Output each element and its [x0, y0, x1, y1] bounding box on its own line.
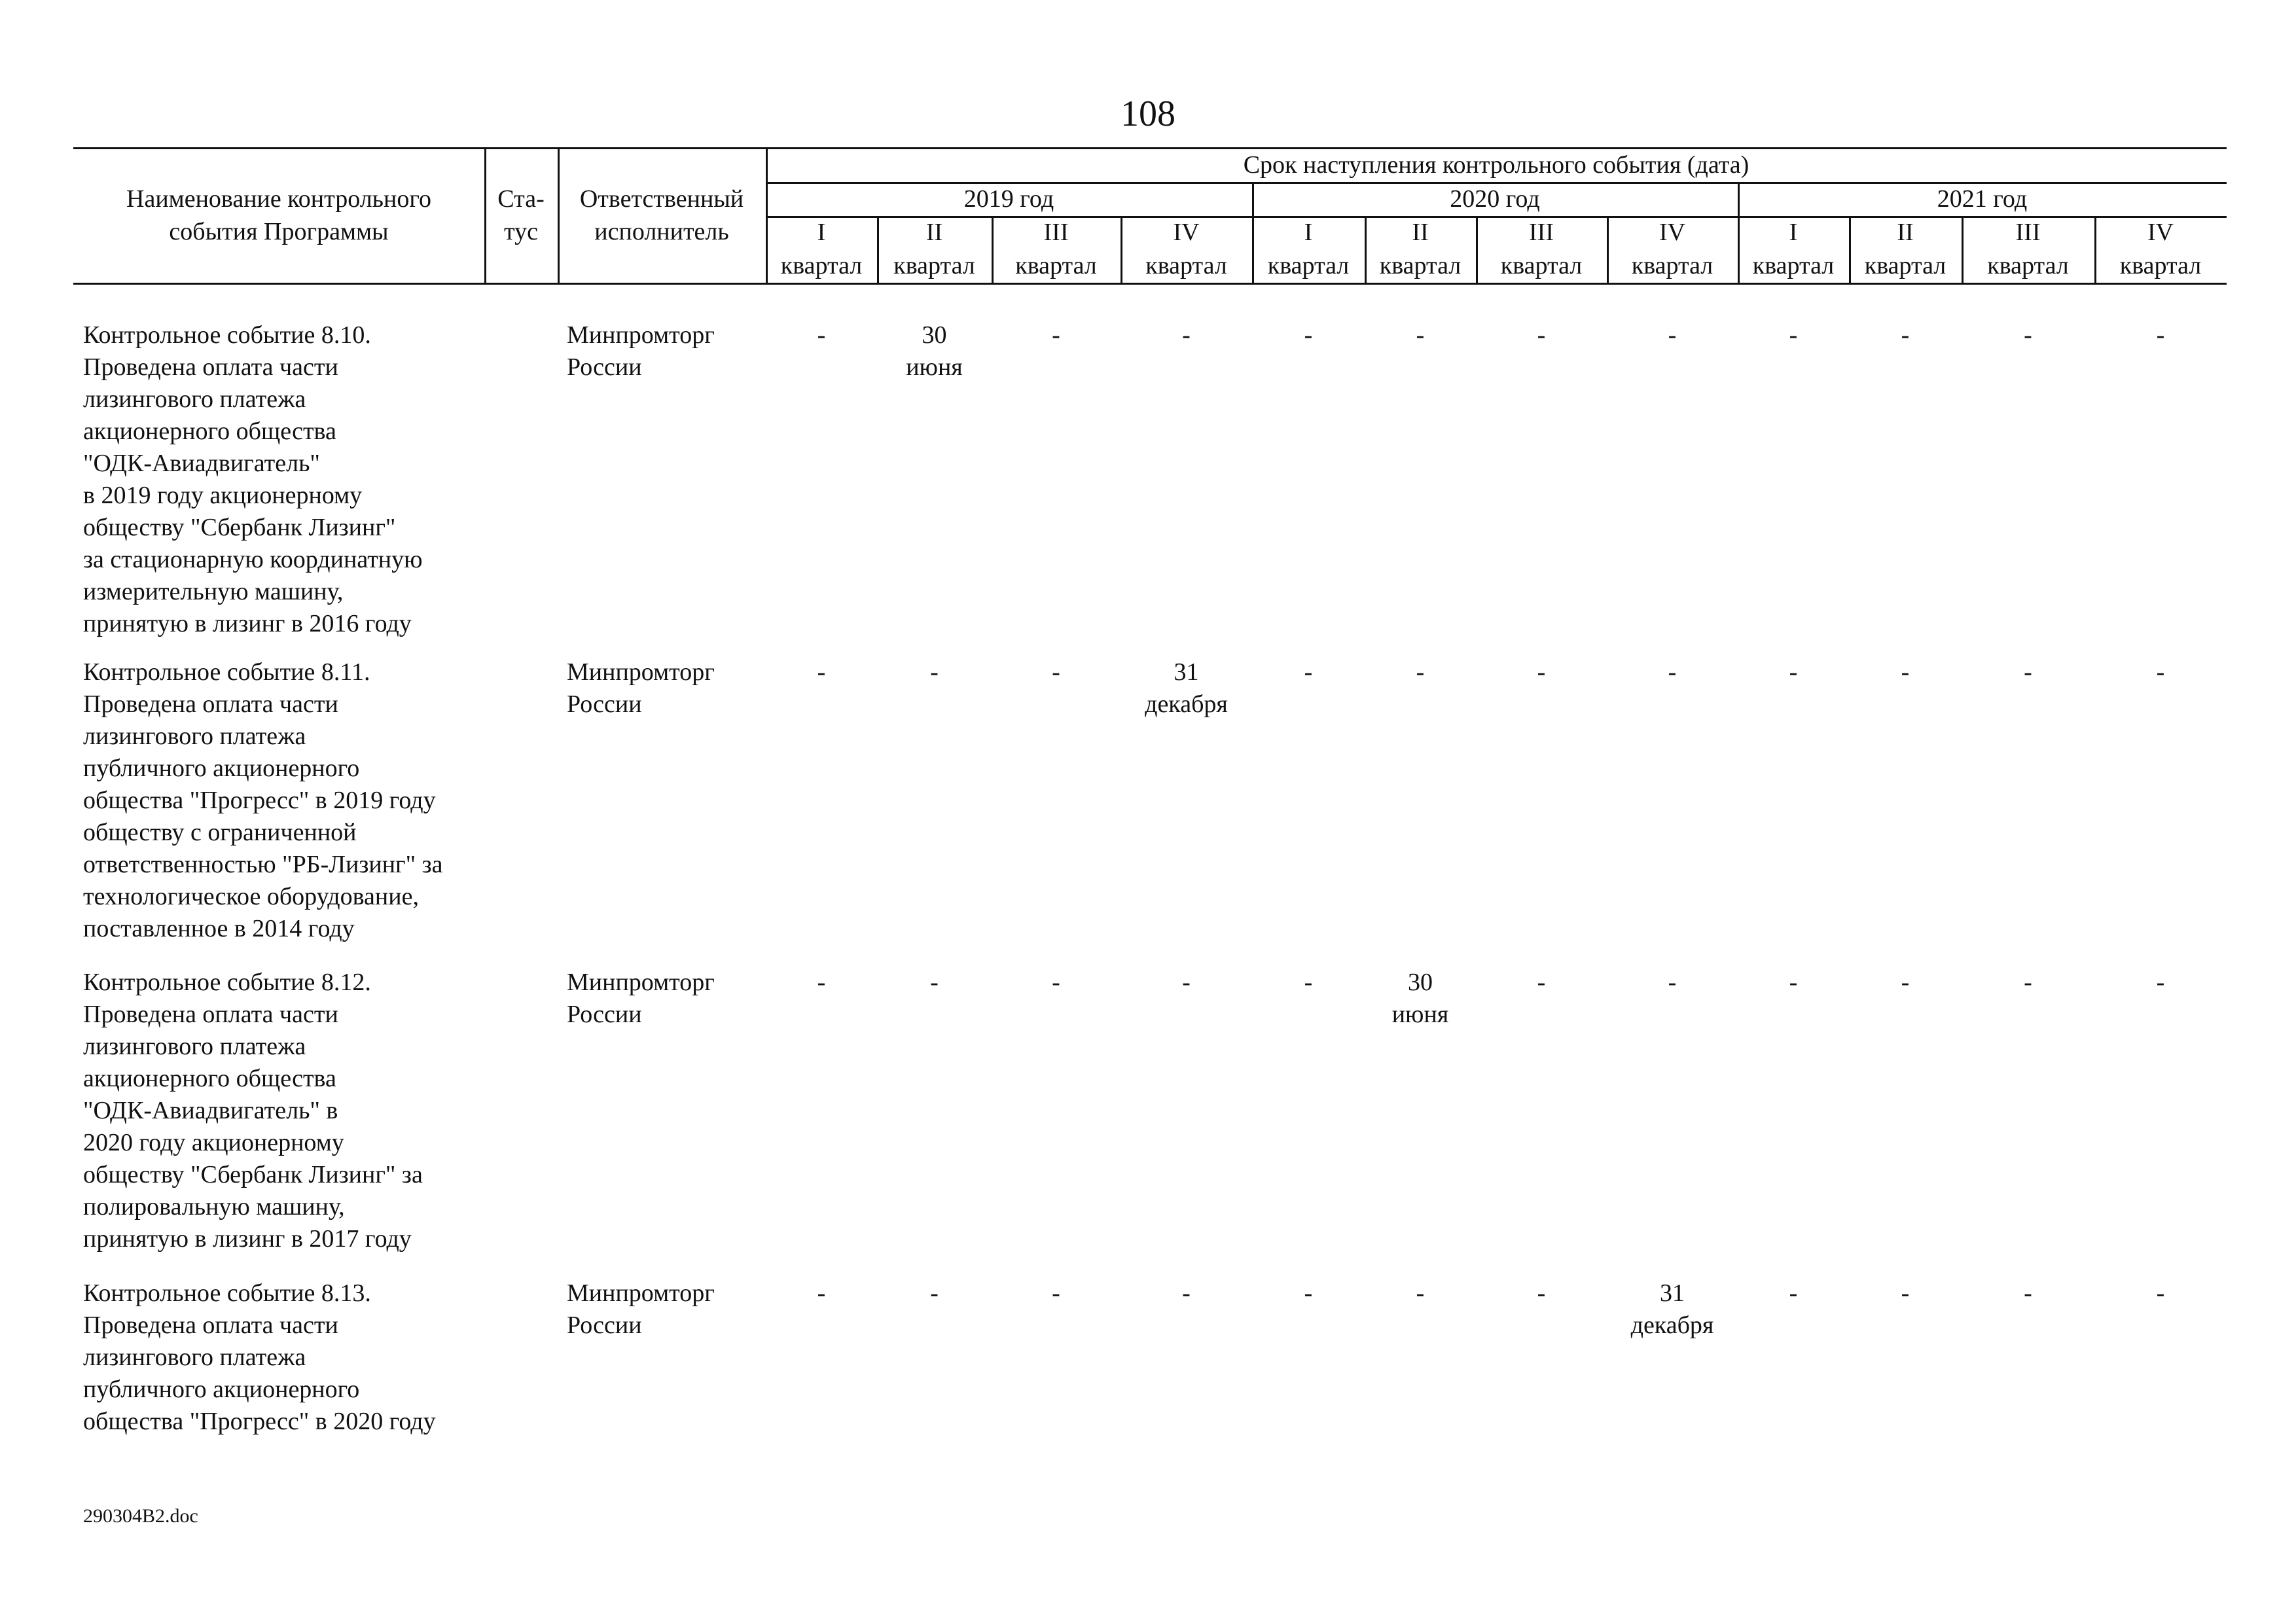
name-column-header: Наименование контрольного события Программы [126, 185, 431, 245]
quarter-numeral: II [1412, 219, 1429, 246]
quarter-word: квартал [1379, 252, 1462, 279]
event-name-line: Контрольное событие 8.11. [83, 658, 370, 686]
quarter-deadline: - [817, 321, 826, 349]
event-name-line: "ОДК-Авиадвигатель" в [83, 1097, 338, 1124]
quarter-deadline: - [1537, 658, 1546, 686]
quarter-deadline: - [1789, 658, 1798, 686]
quarter-deadline: - [1304, 1279, 1313, 1307]
quarter-deadline: - [2024, 658, 2032, 686]
quarter-deadline: - [1789, 321, 1798, 349]
event-name-line: публичного акционерного [83, 1376, 360, 1403]
quarter-word: квартал [893, 252, 975, 279]
quarter-deadline: - [2156, 658, 2165, 686]
quarter-numeral: III [2015, 219, 2041, 246]
quarter-deadline: - [1901, 969, 1910, 996]
document-code: 290304B2.doc [83, 1505, 198, 1527]
event-name-line: лизингового платежа [83, 1033, 306, 1060]
quarter-deadline: - [817, 1279, 826, 1307]
quarter-deadline: - [1901, 658, 1910, 686]
quarter-deadline: - [1182, 969, 1191, 996]
quarter-deadline: - [1182, 321, 1191, 349]
quarter-deadline: - [1052, 1279, 1060, 1307]
quarter-deadline: - [1789, 969, 1798, 996]
event-name-line: принятую в лизинг в 2017 году [83, 1225, 412, 1253]
deadline-part: 31 [1174, 658, 1199, 686]
responsible-line: России [567, 1311, 642, 1339]
responsible-line: России [567, 1001, 642, 1028]
quarter-numeral: IV [1173, 219, 1200, 246]
quarter-numeral: IV [2147, 219, 2174, 246]
year-header: 2019 год [963, 185, 1054, 213]
event-name-line: в 2019 году акционерному [83, 482, 363, 509]
deadline-part: 31 [1660, 1279, 1685, 1307]
year-header: 2021 год [1937, 185, 2028, 213]
quarter-numeral: III [1529, 219, 1554, 246]
quarter-word: квартал [2119, 252, 2202, 279]
event-name-line: общества "Прогресс" в 2020 году [83, 1408, 436, 1435]
event-name-line: Контрольное событие 8.13. [83, 1279, 371, 1307]
event-name-line: акционерного общества [83, 1065, 336, 1092]
responsible-executor [567, 319, 750, 383]
event-name-line: Контрольное событие 8.12. [83, 969, 371, 996]
status-column-header: Ста- тус [497, 185, 545, 245]
event-name-line: акционерного общества [83, 418, 336, 445]
quarter-deadline: - [817, 658, 826, 686]
responsible-line: Минпромторг [567, 321, 715, 349]
event-name-line: измерительную машину, [83, 578, 344, 605]
event-name-line: Проведена оплата части [83, 1001, 338, 1028]
quarter-deadline: - [1901, 1279, 1910, 1307]
deadline-part: декабря [1145, 690, 1228, 718]
event-name-line: поставленное в 2014 году [83, 915, 355, 942]
deadline-header: Срок наступления контрольного события (дата) [1243, 151, 1749, 179]
event-name-line: принятую в лизинг в 2016 году [83, 610, 412, 637]
quarter-word: квартал [1015, 252, 1097, 279]
event-name [83, 319, 482, 640]
responsible-executor [567, 656, 750, 721]
quarter-numeral: IV [1659, 219, 1686, 246]
event-name-line: 2020 году акционерному [83, 1129, 344, 1156]
quarter-deadline: - [1416, 1279, 1425, 1307]
quarter-deadline: - [930, 969, 939, 996]
quarter-deadline [1121, 656, 1252, 721]
quarter-deadline: - [1668, 969, 1677, 996]
quarter-deadline: - [1416, 658, 1425, 686]
deadline-part: декабря [1630, 1311, 1714, 1339]
quarter-deadline: - [1537, 969, 1546, 996]
responsible-line: России [567, 353, 642, 381]
quarter-deadline [1365, 967, 1476, 1031]
event-name [83, 656, 482, 945]
quarter-word: квартал [1752, 252, 1835, 279]
responsible-executor [567, 1277, 750, 1342]
event-name-line: Контрольное событие 8.10. [83, 321, 371, 349]
quarter-word: квартал [1500, 252, 1583, 279]
quarter-deadline: - [1304, 658, 1313, 686]
event-name-line: ответственностью "РБ-Лизинг" за [83, 851, 443, 878]
quarter-numeral: I [1304, 219, 1313, 246]
quarter-deadline: - [1304, 321, 1313, 349]
quarter-numeral: III [1043, 219, 1069, 246]
year-header: 2020 год [1450, 185, 1540, 213]
quarter-deadline: - [1416, 321, 1425, 349]
event-name-line: обществу "Сбербанк Лизинг" за [83, 1161, 423, 1188]
quarter-deadline: - [1052, 658, 1060, 686]
quarter-deadline: - [1789, 1279, 1798, 1307]
event-name-line: общества "Прогресс" в 2019 году [83, 787, 436, 814]
event-name-line: лизингового платежа [83, 1344, 306, 1371]
quarter-numeral: I [817, 219, 826, 246]
quarter-deadline: - [1537, 1279, 1546, 1307]
quarter-deadline: - [2024, 969, 2032, 996]
event-name-line: полировальную машину, [83, 1193, 345, 1221]
event-name-line: технологическое оборудование, [83, 883, 419, 910]
event-name-line: лизингового платежа [83, 385, 306, 413]
quarter-word: квартал [1864, 252, 1946, 279]
responsible-line: Минпромторг [567, 969, 715, 996]
quarter-deadline: - [930, 1279, 939, 1307]
event-name-line: обществу с ограниченной [83, 819, 357, 846]
deadline-part: 30 [922, 321, 947, 349]
responsible-line: Минпромторг [567, 1279, 715, 1307]
event-name-line: Проведена оплата части [83, 690, 338, 718]
quarter-deadline: - [2156, 321, 2165, 349]
event-name-line: публичного акционерного [83, 755, 360, 782]
quarter-deadline [877, 319, 992, 383]
quarter-deadline: - [1052, 321, 1060, 349]
quarter-deadline: - [1668, 321, 1677, 349]
deadline-part: июня [906, 353, 963, 381]
event-name-line: Проведена оплата части [83, 353, 338, 381]
event-name-line: за стационарную координатную [83, 546, 423, 573]
quarter-deadline: - [1537, 321, 1546, 349]
quarter-numeral: II [925, 219, 943, 246]
responsible-executor [567, 967, 750, 1031]
quarter-word: квартал [1631, 252, 1713, 279]
quarter-word: квартал [1987, 252, 2069, 279]
event-name-line: обществу "Сбербанк Лизинг" [83, 514, 396, 541]
quarter-deadline [1607, 1277, 1738, 1342]
quarter-deadline: - [2156, 969, 2165, 996]
quarter-deadline: - [1668, 658, 1677, 686]
responsible-column-header: Ответственный исполнитель [579, 185, 744, 245]
deadline-part: 30 [1408, 969, 1433, 996]
quarter-numeral: I [1789, 219, 1798, 246]
quarter-deadline: - [1182, 1279, 1191, 1307]
quarter-deadline: - [2024, 321, 2032, 349]
quarter-deadline: - [2156, 1279, 2165, 1307]
quarter-deadline: - [1901, 321, 1910, 349]
event-name-line: "ОДК-Авиадвигатель" [83, 450, 320, 477]
quarter-deadline: - [930, 658, 939, 686]
deadline-part: июня [1391, 1001, 1449, 1028]
quarter-deadline: - [1304, 969, 1313, 996]
quarter-word: квартал [1267, 252, 1350, 279]
header-bottom-rule [73, 283, 2227, 285]
event-name [83, 967, 482, 1255]
event-name-line: лизингового платежа [83, 722, 306, 750]
quarter-deadline: - [2024, 1279, 2032, 1307]
page-number: 108 [1121, 94, 1175, 134]
responsible-line: России [567, 690, 642, 718]
quarter-numeral: II [1897, 219, 1914, 246]
event-name-line: Проведена оплата части [83, 1311, 338, 1339]
event-name [83, 1277, 482, 1438]
responsible-line: Минпромторг [567, 658, 715, 686]
quarter-deadline: - [817, 969, 826, 996]
quarter-deadline: - [1052, 969, 1060, 996]
quarter-word: квартал [1145, 252, 1227, 279]
quarter-word: квартал [780, 252, 863, 279]
